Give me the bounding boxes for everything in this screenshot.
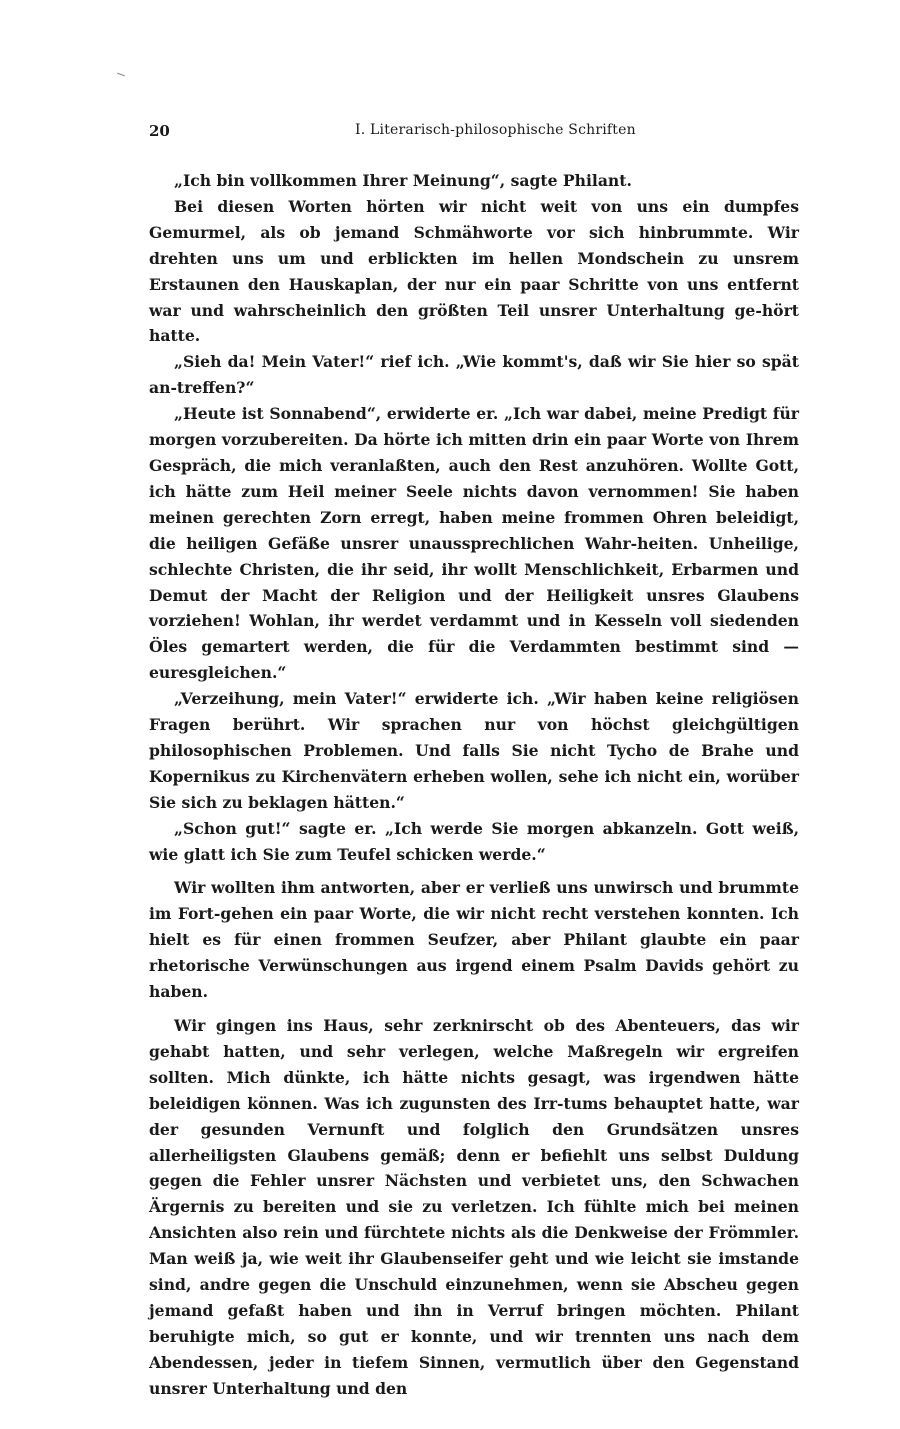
paragraph: Bei diesen Worten hörten wir nicht weit von uns ein dumpfes Gemurmel, als ob jemand Schmähworte vor sich hinbrummte. Wir drehten uns um und erblickten im hellen Mondschein zu unsrem Erstaunen den Hauskaplan, der nur ein paar Schritte von uns entfernt war und wahrscheinlich den größten Teil unsrer Unterhaltung ge-hört hatte. <box>149 196 799 346</box>
running-head <box>149 122 799 142</box>
running-title: I. Literarisch-philosophische Schriften <box>355 122 636 138</box>
paragraph: „Schon gut!“ sagte er. „Ich werde Sie morgen abkanzeln. Gott weiß, wie glatt ich Sie zum Teufel schicken werde.“ <box>149 818 799 864</box>
stray-mark <box>117 73 125 77</box>
page-number: 20 <box>149 122 170 140</box>
paragraph: „Heute ist Sonnabend“, erwiderte er. „Ich war dabei, meine Predigt für morgen vorzubereiten. Da hörte ich mitten drin ein paar Worte von Ihrem Gespräch, die mich veranlaßten, auch den Rest anzuhören. Wollte Gott, ich hätte zum Heil meiner Seele nichts davon vernommen! Sie haben meinen gerechten Zorn erregt, haben meine frommen Ohren beleidigt, die heiligen Gefäße unsrer unaussprechlichen Wahr-heiten. Unheilige, schlechte Christen, die ihr seid, ihr wollt Menschlichkeit, Erbarmen und Demut der Macht der Religion und der Heiligkeit unsres Glaubens vorziehen! Wohlan, ihr werdet verdammt und in Kesseln voll siedenden Öles gemartert werden, die für die Verdammten bestimmt sind — euresgleichen.“ <box>149 404 799 683</box>
body-text <box>149 168 799 1402</box>
paragraph: Wir gingen ins Haus, sehr zerknirscht ob des Abenteuers, das wir gehabt hatten, und sehr verlegen, welche Maßregeln wir ergreifen sollten. Mich dünkte, ich hätte nichts gesagt, was irgendwen hätte beleidigen können. Was ich zugunsten des Irr-tums behauptet hatte, war der gesunden Vernunft und folglich den Grundsätzen unsres allerheiligsten Glaubens gemäß; denn er befiehlt uns selbst Duldung gegen die Fehler unsrer Nächsten und verbietet uns, den Schwachen Ärgernis zu bereiten und sie zu verletzen. Ich fühlte mich bei meinen Ansichten also rein und fürchtete nichts als die Denkweise der Frömmler. Man weiß ja, wie weit ihr Glaubenseifer geht und wie leicht sie imstande sind, andre gegen die Unschuld einzunehmen, wenn sie Abscheu gegen jemand gefaßt haben und ihn in Verruf bringen möchten. Philant beruhigte mich, so gut er konnte, und wir trennten uns nach dem Abendessen, jeder in tiefem Sinnen, vermutlich über den Gegenstand unsrer Unterhaltung und den <box>149 1016 799 1398</box>
paragraph: „Ich bin vollkommen Ihrer Meinung“, sagte Philant. <box>174 171 632 190</box>
paragraph: „Verzeihung, mein Vater!“ erwiderte ich. „Wir haben keine religiösen Fragen berührt. Wir sprachen nur von höchst gleichgültigen philosophischen Problemen. Und falls Sie nicht Tycho de Brahe und Kopernikus zu Kirchenvätern erheben wollen, sehe ich nicht ein, worüber Sie sich zu beklagen hätten.“ <box>149 689 799 812</box>
paragraph: „Sieh da! Mein Vater!“ rief ich. „Wie kommt's, daß wir Sie hier so spät an-treffen?“ <box>149 352 799 398</box>
paragraph: Wir wollten ihm antworten, aber er verließ uns unwirsch und brummte im Fort-gehen ein paar Worte, die wir nicht recht verstehen konnten. Ich hielt es für einen frommen Seufzer, aber Philant glaubte ein paar rhetorische Verwünschungen aus irgend einem Psalm Davids gehört zu haben. <box>149 878 799 1002</box>
